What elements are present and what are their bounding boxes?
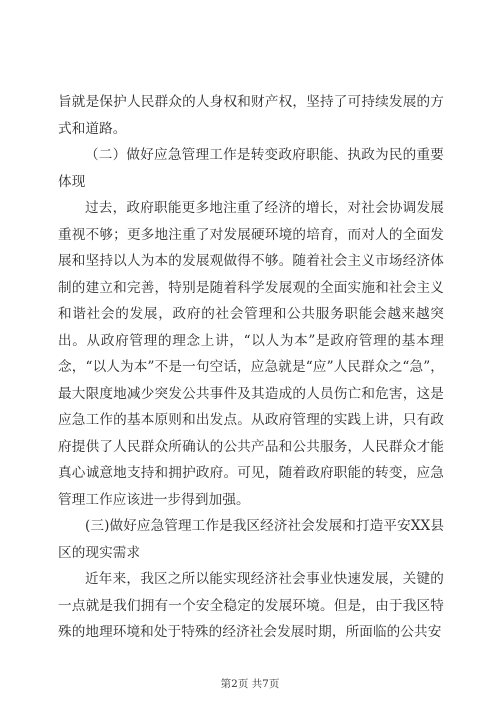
page-number-footer: 第2页 共7页: [220, 678, 280, 690]
section-heading-3: (三)做好应急管理工作是我区经济社会发展和打造平安XX县区的现实需求: [58, 518, 445, 561]
paragraph-body: 近年来，我区之所以能实现经济社会事业快速发展，关键的一点就是我们拥有一个安全稳定的发展环境。但是，由于我区特殊的地理环境和处于特殊的经济社会发展时期，所面临的公共安: [58, 571, 444, 640]
section-heading-2: （二）做好应急管理工作是转变政府职能、执政为民的重要体现: [58, 147, 444, 190]
document-body: [58, 89, 444, 646]
paragraph-continuation: 旨就是保护人民群众的人身权和财产权，坚持了可持续发展的方式和道路。: [58, 94, 444, 137]
paragraph-body: 过去，政府职能更多地注重了经济的增长，对社会协调发展重视不够；更多地注重了对发展硬环境的培育，而对人的全面发展和坚持以人为本的发展观做得不够。随着社会主义市场经济体制的建立和完善，特别是随着科学发展观的全面实施和社会主义和谐社会的发展，政府的社会管理和公共服务职能会越来越突出。从政府管理的理念上讲，“以人为本”是政府管理的基本理念，“以人为本”不是一句空话，应急就是“应”人民群众之“急”，最大限度地减少突发公共事件及其造成的人员伤亡和危害，这是应急工作的基本原则和出发点。从政府管理的实践上讲，只有政府提供了人民群众所确认的公共产品和公共服务，人民群众才能真心诚意地支持和拥护政府。可见，随着政府职能的转变，应急管理工作应该进一步得到加强。: [58, 200, 444, 508]
